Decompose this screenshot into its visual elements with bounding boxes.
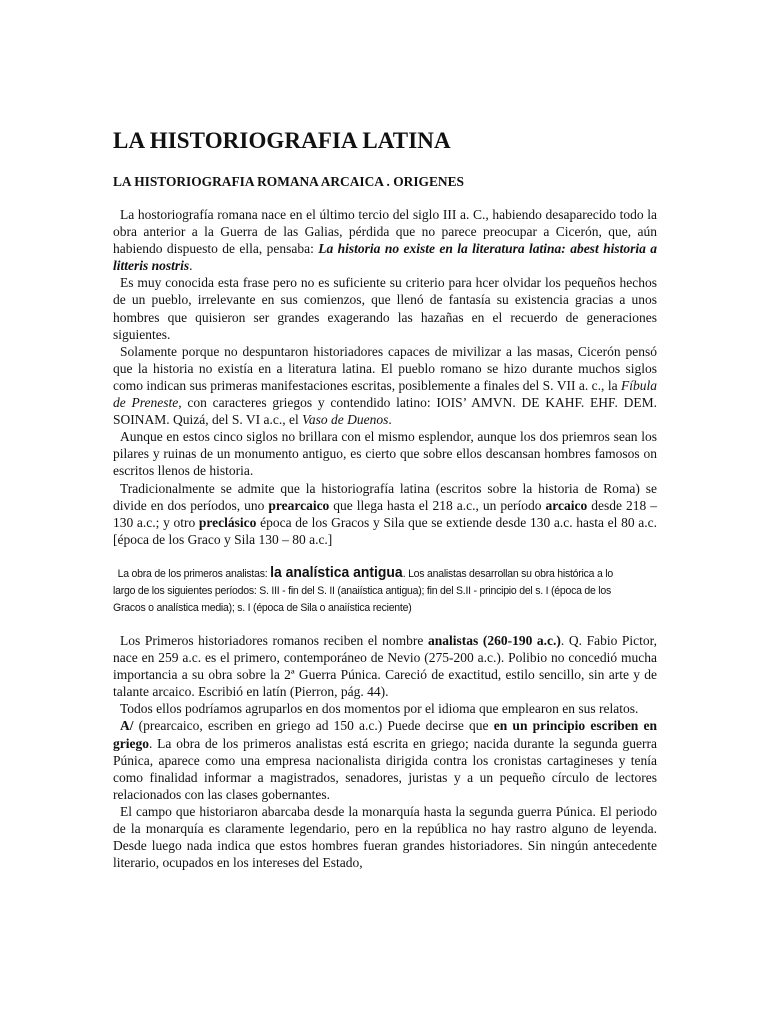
document-title: LA HISTORIOGRAFIA LATINA bbox=[113, 128, 451, 153]
paragraph-periodos: Tradicionalmente se admite que la historiografía latina (escritos sobre la historia de Roma) se divide en dos períodos, uno prearcaico que llega hasta el 218 a.c., un período arcaico desde 218 – 130 a.c.; y otro preclásico época de los Gracos y Sila que se extiende desde 130 a.c. hasta el 80 a.c. [época de los Graco y Sila 130 – 80 a.c.] bbox=[113, 480, 658, 547]
paragraph-dos-momentos: Todos ellos podríamos agruparlos en dos momentos por el idioma que emplearon en sus relatos. bbox=[120, 701, 639, 717]
paragraph-ciceron-pensó: Solamente porque no despuntaron historiadores capaces de mivilizar a las masas, Cicerón pensó que la historia no existía en a literatura latina. El pueblo romano se hizo durante muchos siglos como indican sus primeras manifestaciones escritas, posiblemente a finales del S. VII a. c., la Fíbula de Preneste, con caracteres griegos y contendido latino: IOIS’ AMVN. DE KAHF. EHF. DEM. SOINAM. Quizá, del S. VI a.c., el Vaso de Duenos. bbox=[113, 343, 657, 428]
analistas-paragraphs bbox=[113, 632, 657, 871]
fibula-title: Fíbula de Preneste bbox=[113, 377, 657, 411]
paragraph-cinco-siglos: Aunque en estos cinco siglos no brillara con el mismo esplendor, aunque los dos priemros sean los pilares y ruinas de un monumento antiguo, es cierto que sobre ellos descansan hombres famosos on escritos llenos de historia. bbox=[113, 429, 657, 479]
intro-paragraphs bbox=[113, 206, 657, 548]
paragraph-cicero: La hostoriografía romana nace en el último tercio del siglo III a. C., habiendo desaparecido todo la obra anterior a la Guerra de las Galias, pérdida que no parece preocupar a Cicerón, que, aún habiendo dispuesto de ella, pensaba: La historia no existe en la literatura latina: abest historia a litteris nostris. bbox=[113, 207, 657, 274]
analistica-note: La obra de los primeros analistas: la analística antigua. Los analistas desarrollan su obra histórica a lo largo de los siguientes períodos: S. III - fin del S. II (anaiística antigua); fin del S.II - principio del s. I (época de los Gracos o analística media); s. I (época de Sila o anaiística reciente) bbox=[113, 564, 613, 614]
analistica-antigua-heading: la analística antigua bbox=[270, 564, 403, 581]
paragraph-a-prearcaico: A/ (prearcaico, escriben en griego ad 150 a.c.) Puede decirse que en un principio escriben en griego. La obra de los primeros analistas está escrita en griego; nacida durante la segunda guerra Púnica, aparece como una empresa nacionalista dirigida contra los cronistas cartagineses y tenía como finalidad informar a magistrados, senadores, juristas y a un pequeño círculo de lectores relacionados con las clases gobernantes. bbox=[113, 718, 658, 802]
paragraph-campo-historiaron: El campo que historiaron abarcaba desde la monarquía hasta la segunda guerra Púnica. El periodo de la monarquía es claramente legendario, pero en la república no hay rastro alguno de leyenda. Desde luego nada indica que estos hombres fueran grandes historiadores. Sin ningún antecedente literario, ocupados en los intereses del Estado, bbox=[113, 803, 657, 871]
vaso-title: Vaso de Duenos bbox=[302, 412, 389, 428]
section-subtitle: LA HISTORIOGRAFIA ROMANA ARCAICA . ORIGENES bbox=[113, 174, 464, 189]
paragraph-frase: Es muy conocida esta frase pero no es suficiente su criterio para hcer olvidar los pequeños hechos de un pueblo, irrelevante en sus comienzos, que llenó de fantasía su existencia gracias a unos hombres que quisieron ser grandes exagerando las hazañas en el recuerdo de generaciones siguientes. bbox=[113, 275, 657, 342]
cicero-quote: La historia no existe en la literatura latina: abest historia a litteris nostris bbox=[113, 241, 657, 274]
paragraph-primeros-historiadores: Los Primeros historiadores romanos reciben el nombre analistas (260-190 a.c.). Q. Fabio Pictor, nace en 259 a.c. es el primero, contemporáneo de Nevio (275-200 a.c.). Polibio no concedió mucha importancia a su obra sobre la 2ª Guerra Púnica. Careció de exactitud, estilo sencillo, sin arte y de talante arcaico. Escribió en latín (Pierron, pág. 44). bbox=[113, 633, 657, 700]
